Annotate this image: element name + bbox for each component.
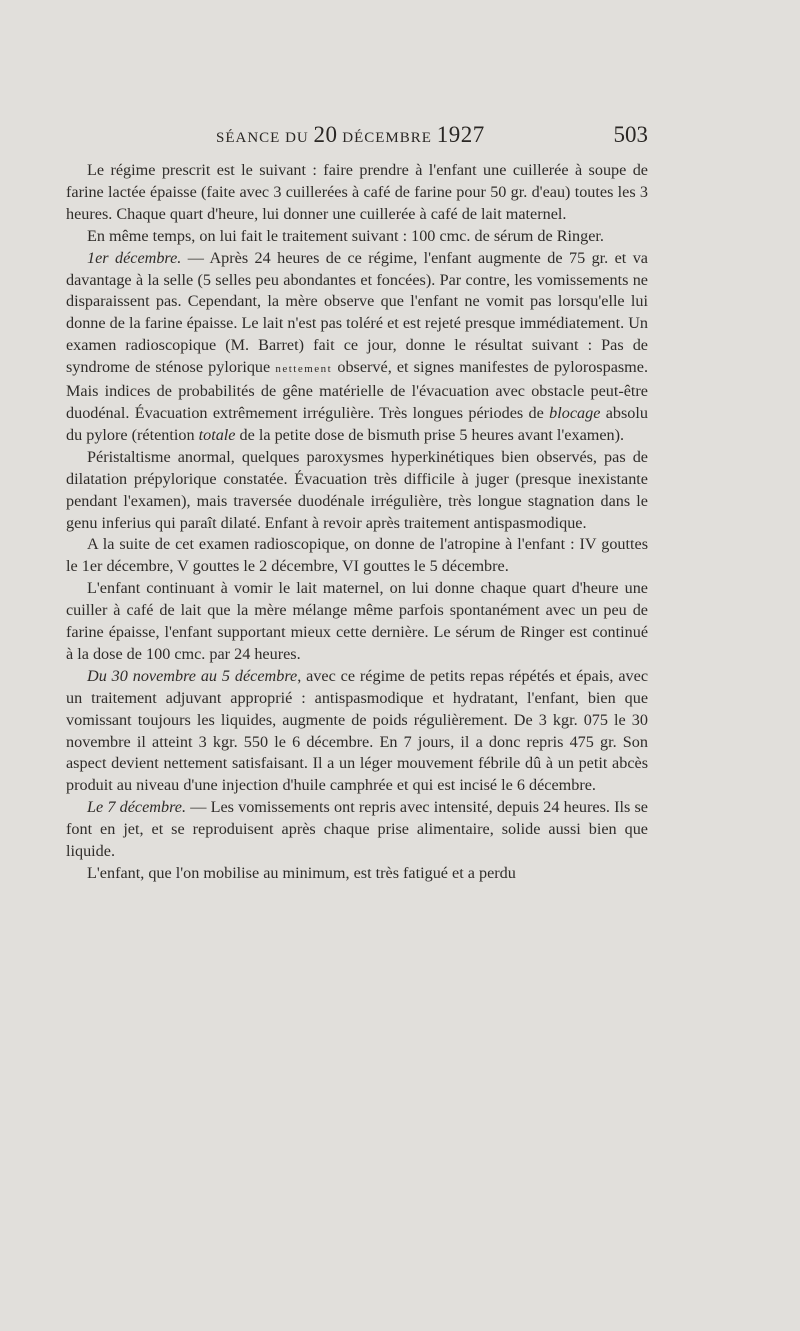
date-7-decembre: Le 7 décembre. — [87, 798, 187, 817]
header-title — [216, 122, 485, 148]
paragraph-lait-maternel: L'enfant continuant à vomir le lait maternel, on lui donne chaque quart d'heure une cuiller à café de lait que la mère mélange même parfois spontanément avec un peu de farine épaisse, l'enfant supportant mieux cette dernière. Le sérum de Ringer est continué à la dose de 100 cmc. par 24 heures. — [66, 579, 648, 663]
header-seance: SÉANCE — [216, 130, 281, 146]
header-year: 1927 — [436, 122, 485, 147]
page-number: 503 — [613, 122, 648, 147]
paragraph-atropine: A la suite de cet examen radioscopique, on donne de l'atropine à l'enfant : IV gouttes le 1er décembre, V gouttes le 2 décembre, VI gouttes le 5 décembre. — [66, 535, 648, 576]
paragraph-30-novembre — [66, 666, 648, 797]
emphasis-totale: totale — [198, 425, 236, 444]
text-segment: observé, et signes manifestes de pylorospasme. Mais indices de probabilités de gêne matérielle de l'évacuation avec obstacle peut-être duodénal. Évacuation extrêmement irrégulière. Très longues périodes de — [66, 358, 649, 422]
paragraph-7-decembre — [66, 797, 648, 863]
text-segment: , avec ce régime de petits repas répétés et épais, avec un traitement adjuvant approprié : antispasmodique et hydratant, l'enfant, bien que vomissant toujours les liquides, augmente de poids régulièrement. De 3 kgr. 075 le 30 novembre il atteint 3 kgr. 550 le 6 décembre. En 7 jours, il a donc repris 475 gr. Son aspect devient nettement satisfaisant. Il a un léger mouvement fébrile dû à un petit abcès produit au niveau d'une injection d'huile camphrée et qui est incisé le 6 décembre. — [66, 666, 648, 795]
text-segment: — Les vomissements ont repris avec intensité, depuis 24 heures. Ils se font en jet, et se reproduisent après chaque prise alimentaire, solide aussi bien que liquide. — [66, 798, 648, 861]
paragraph-regime: Le régime prescrit est le suivant : faire prendre à l'enfant une cuillerée à soupe de farine lactée épaisse (faite avec 3 cuillerées à café de farine pour 50 gr. d'eau) toutes les 3 heures. Chaque quart d'heure, lui donner une cuillerée à café de lait maternel. — [66, 161, 648, 223]
running-header — [66, 122, 648, 152]
paragraph-fatigue: L'enfant, que l'on mobilise au minimum, est très fatigué et a perdu — [87, 864, 516, 882]
text-segment: absolu du pylore (rétention — [66, 403, 648, 444]
header-day: 20 — [313, 122, 338, 147]
paragraph-peristaltisme: Péristaltisme anormal, quelques paroxysmes hyperkinétiques bien observés, pas de dilatation prépylorique constatée. Évacuation très difficile à juger (presque inexistante pendant l'examen), mais traversée duodénale irrégulière, très longue stagnation dans le genu inferius qui paraît dilaté. Enfant à revoir après traitement antispasmodique. — [66, 447, 648, 532]
header-month: DÉCEMBRE — [337, 130, 437, 146]
text-segment: — Après 24 heures de ce régime, l'enfant augmente de 75 gr. et va davantage à la selle (5 selles peu abondantes et foncées). Par contre, les vomissements ne disparaissent pas. Cependant, la mère observe que l'enfant ne vomit pas lorsqu'elle lui donne de la farine épaisse. Le lait n'est pas toléré et est rejeté presque immédiatement. Un examen radioscopique (M. Barret) fait ce jour, donne le résultat suivant : Pas de syndrome de sténose pylorique — [66, 248, 648, 377]
paragraph-1er-decembre — [66, 248, 648, 447]
text-segment: de la petite dose de bismuth prise 5 heures avant l'examen). — [235, 425, 625, 444]
paragraph-traitement: En même temps, on lui fait le traitement suivant : 100 cmc. de sérum de Ringer. — [87, 226, 604, 245]
date-1er-decembre: 1er décembre. — [87, 248, 182, 267]
emphasis-blocage: blocage — [549, 403, 601, 422]
body-text — [66, 160, 648, 885]
emphasis-nettement: nettement — [275, 363, 333, 376]
header-du: DU — [280, 130, 314, 146]
date-30-novembre: Du 30 novembre au 5 décembre — [87, 666, 298, 685]
